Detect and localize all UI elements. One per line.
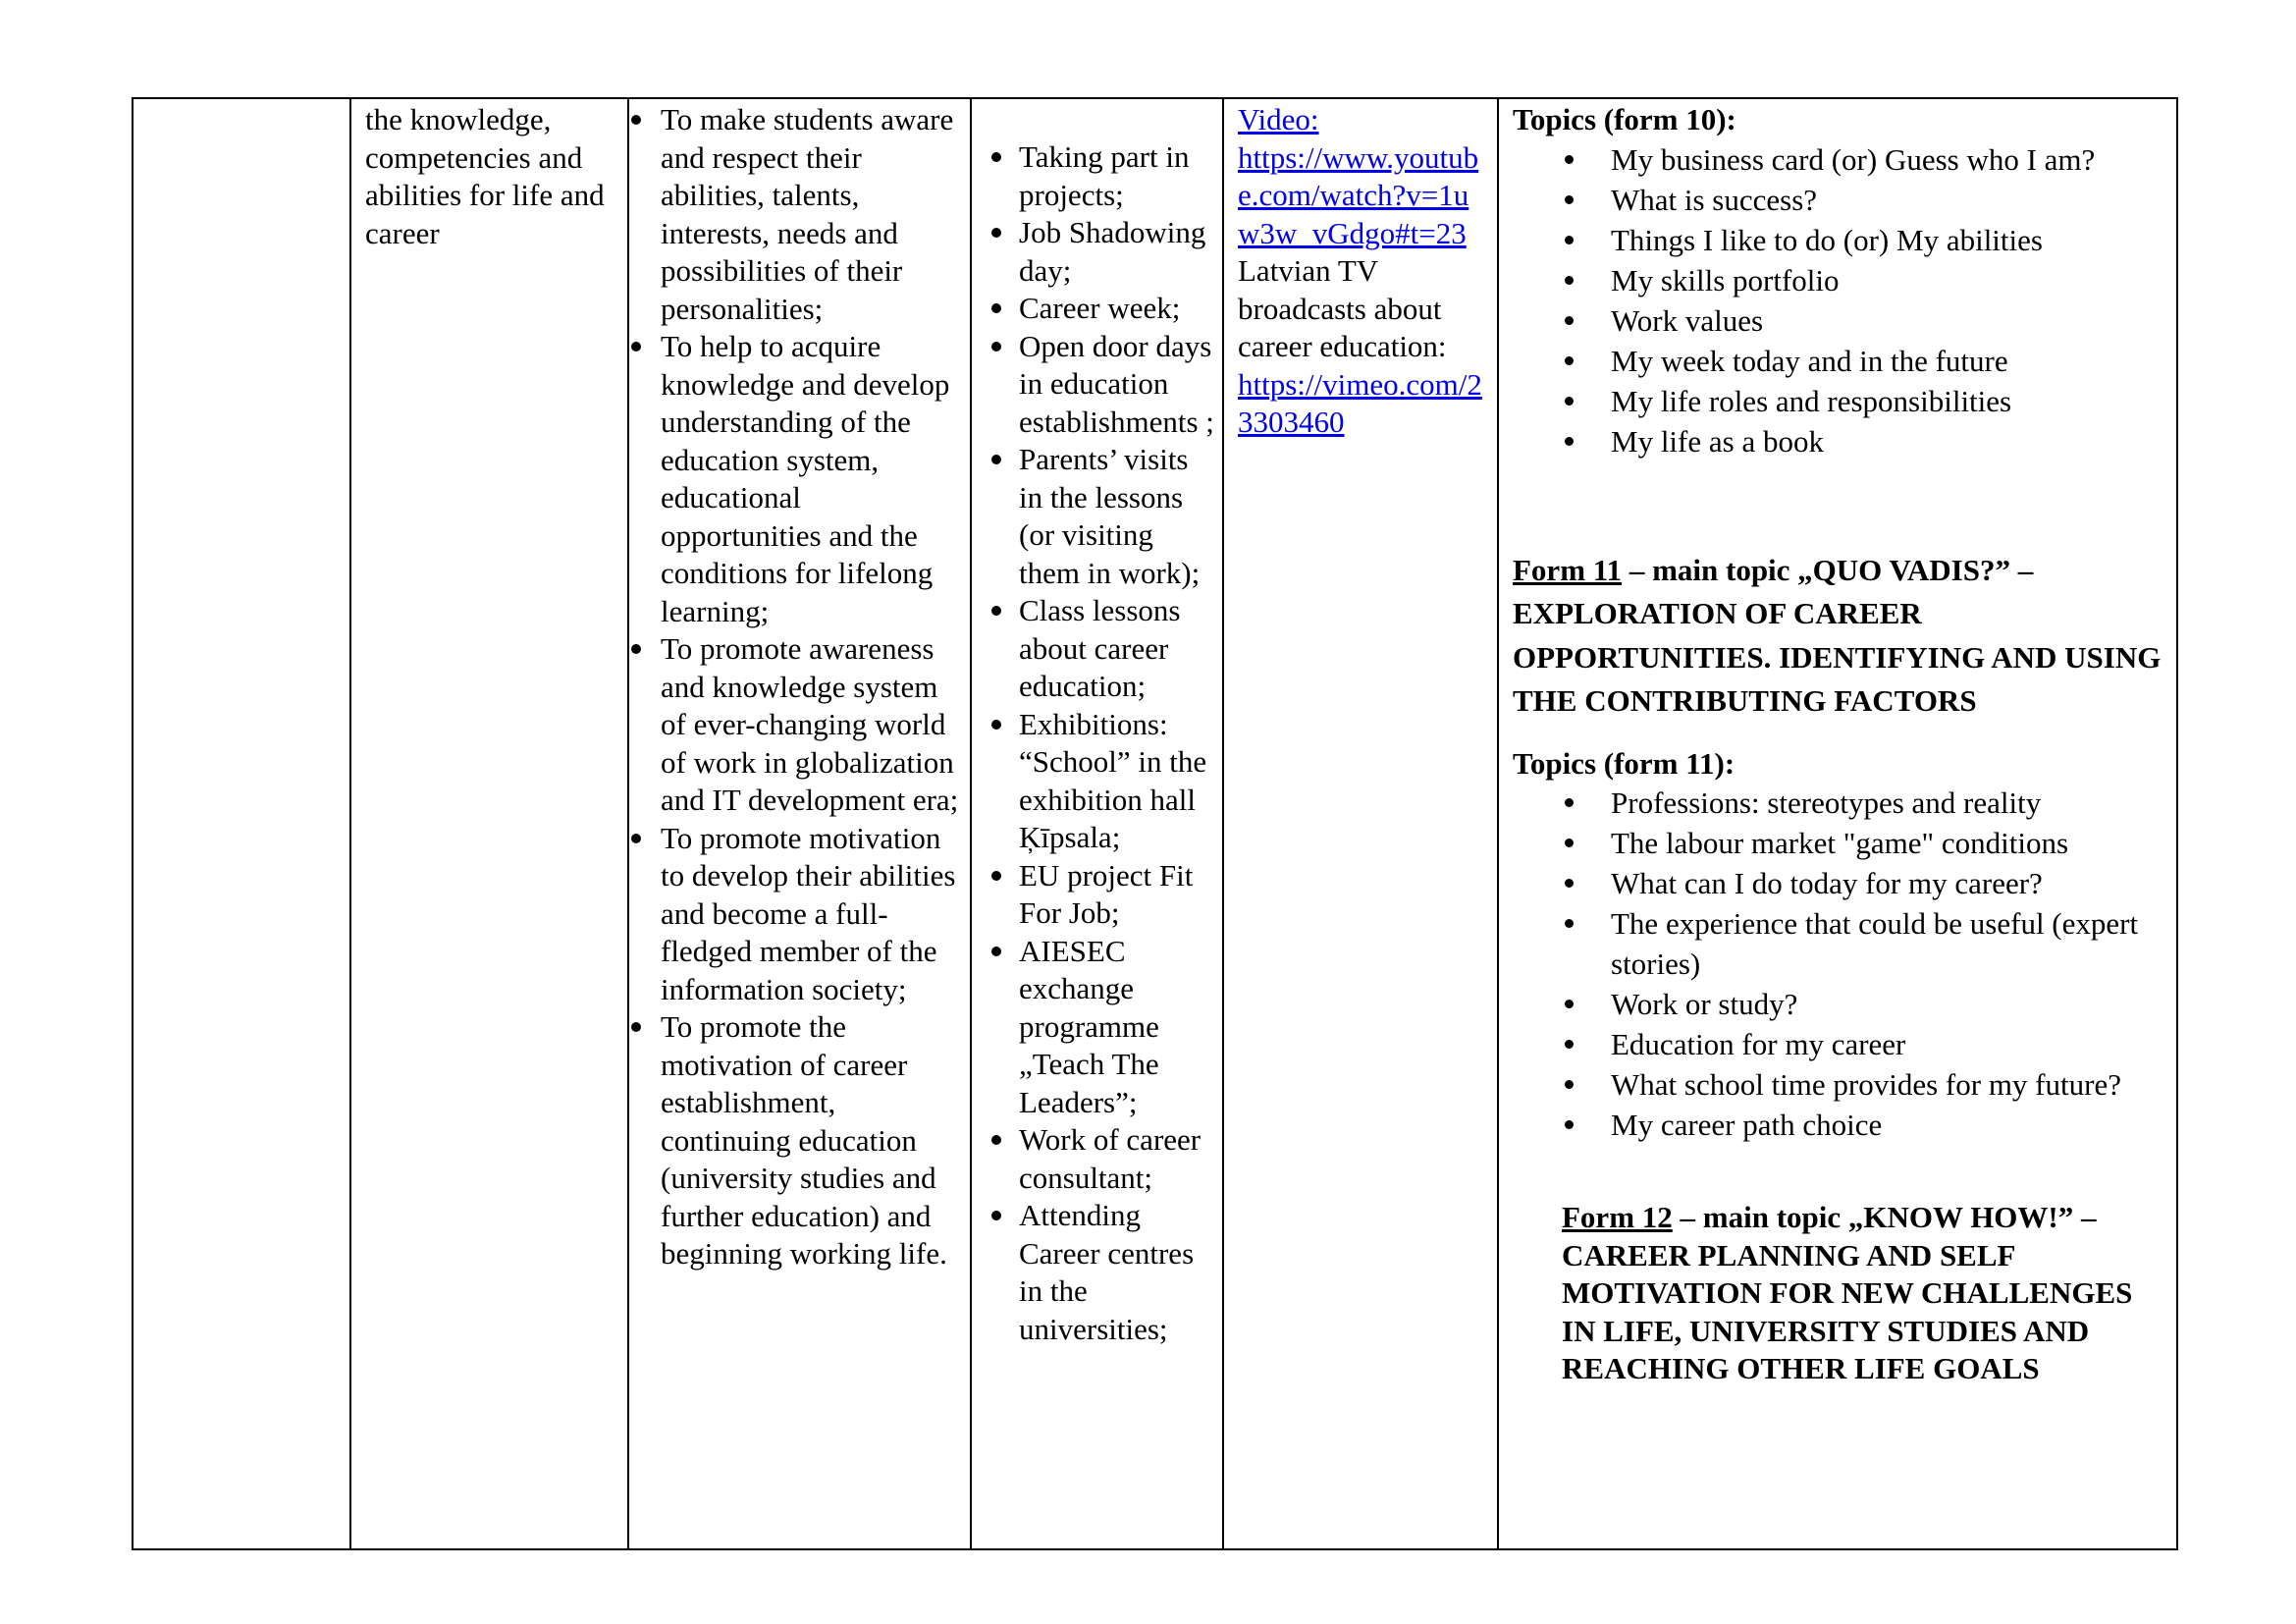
- list-item: To promote motivation to develop their abilities and become a full-fledged member of the information society;: [629, 820, 960, 1009]
- list-item: My business card (or) Guess who I am?: [1611, 139, 2168, 180]
- list-item: Work or study?: [1611, 984, 2168, 1024]
- list-item: Exhibitions: “School” in the exhibition hall Ķīpsala;: [982, 706, 1214, 857]
- form11-label: Form 11: [1513, 552, 1623, 587]
- list-item: The experience that could be useful (expert stories): [1611, 903, 2168, 984]
- list-item: What is success?: [1611, 180, 2168, 220]
- list-item: To make students aware and respect their abilities, talents, interests, needs and possibilities of their personalities;: [629, 101, 960, 328]
- list-item: Class lessons about career education;: [982, 592, 1214, 706]
- empty-cell: [133, 98, 350, 1549]
- video-label-link[interactable]: Video:: [1238, 102, 1319, 136]
- list-item: AIESEC exchange programme „Teach The Leaders”;: [982, 933, 1214, 1122]
- list-item: Parents’ visits in the lessons (or visiting them in work);: [982, 441, 1214, 592]
- list-item: My week today and in the future: [1611, 341, 2168, 381]
- curriculum-table: [132, 97, 2178, 1550]
- list-item: What can I do today for my career?: [1611, 863, 2168, 903]
- list-item: My skills portfolio: [1611, 260, 2168, 300]
- list-item: Things I like to do (or) My abilities: [1611, 220, 2168, 260]
- activities-list: [982, 138, 1214, 1348]
- list-item: Education for my career: [1611, 1024, 2168, 1064]
- form11-main-topic: [1513, 549, 2168, 724]
- list-item: Taking part in projects;: [982, 138, 1214, 214]
- resources-cell: [1223, 98, 1498, 1549]
- form12-main-topic: [1513, 1199, 2168, 1388]
- list-item: Job Shadowing day;: [982, 214, 1214, 290]
- tv-broadcast-text: Latvian TV broadcasts about career education:: [1238, 253, 1447, 363]
- table-row: [133, 98, 2177, 1549]
- list-item: Attending Career centres in the universities;: [982, 1197, 1214, 1348]
- list-item: Work values: [1611, 300, 2168, 341]
- list-item: My life roles and responsibilities: [1611, 381, 2168, 421]
- list-item: Work of career consultant;: [982, 1121, 1214, 1197]
- list-item: Open door days in education establishments ;: [982, 328, 1214, 442]
- aims-cell: [628, 98, 971, 1549]
- activities-cell: [971, 98, 1223, 1549]
- list-item: My career path choice: [1611, 1105, 2168, 1145]
- list-item: To promote awareness and knowledge system of ever-changing world of work in globalization and IT development era;: [629, 630, 960, 820]
- form11-topics-list: [1513, 783, 2168, 1145]
- vimeo-link[interactable]: https://vimeo.com/23303460: [1238, 366, 1482, 439]
- aims-list: [629, 101, 960, 1273]
- list-item: Career week;: [982, 290, 1214, 328]
- youtube-link[interactable]: https://www.youtube.com/watch?v=1uw3w_vGdgo#t=23: [1238, 139, 1479, 250]
- list-item: My life as a book: [1611, 421, 2168, 461]
- form10-topics-list: [1513, 139, 2168, 461]
- list-item: To help to acquire knowledge and develop understanding of the education system, educational opportunities and the conditions for lifelong learning;: [629, 328, 960, 630]
- form11-title: – main topic „QUO VADIS?” – EXPLORATION OF CAREER OPPORTUNITIES. IDENTIFYING AND USING THE CONTRIBUTING FACTORS: [1513, 552, 2162, 718]
- list-item: To promote the motivation of career establishment, continuing education (university studies and further education) and beginning working life.: [629, 1008, 960, 1273]
- form12-label: Form 12: [1562, 1200, 1673, 1234]
- knowledge-cell: [350, 98, 628, 1549]
- list-item: The labour market "game" conditions: [1611, 823, 2168, 863]
- form12-title: – main topic „KNOW HOW!” – CAREER PLANNING AND SELF MOTIVATION FOR NEW CHALLENGES IN LIFE, UNIVERSITY STUDIES AND REACHING OTHER LIFE GOALS: [1562, 1200, 2133, 1385]
- form11-topics-heading: Topics (form 11):: [1513, 745, 1735, 781]
- list-item: What school time provides for my future?: [1611, 1064, 2168, 1105]
- list-item: Professions: stereotypes and reality: [1611, 783, 2168, 823]
- form10-topics-heading: Topics (form 10):: [1513, 102, 1736, 136]
- list-item: EU project Fit For Job;: [982, 857, 1214, 933]
- knowledge-text: the knowledge, competencies and abilities for life and career: [365, 102, 605, 250]
- topics-cell: [1498, 98, 2177, 1549]
